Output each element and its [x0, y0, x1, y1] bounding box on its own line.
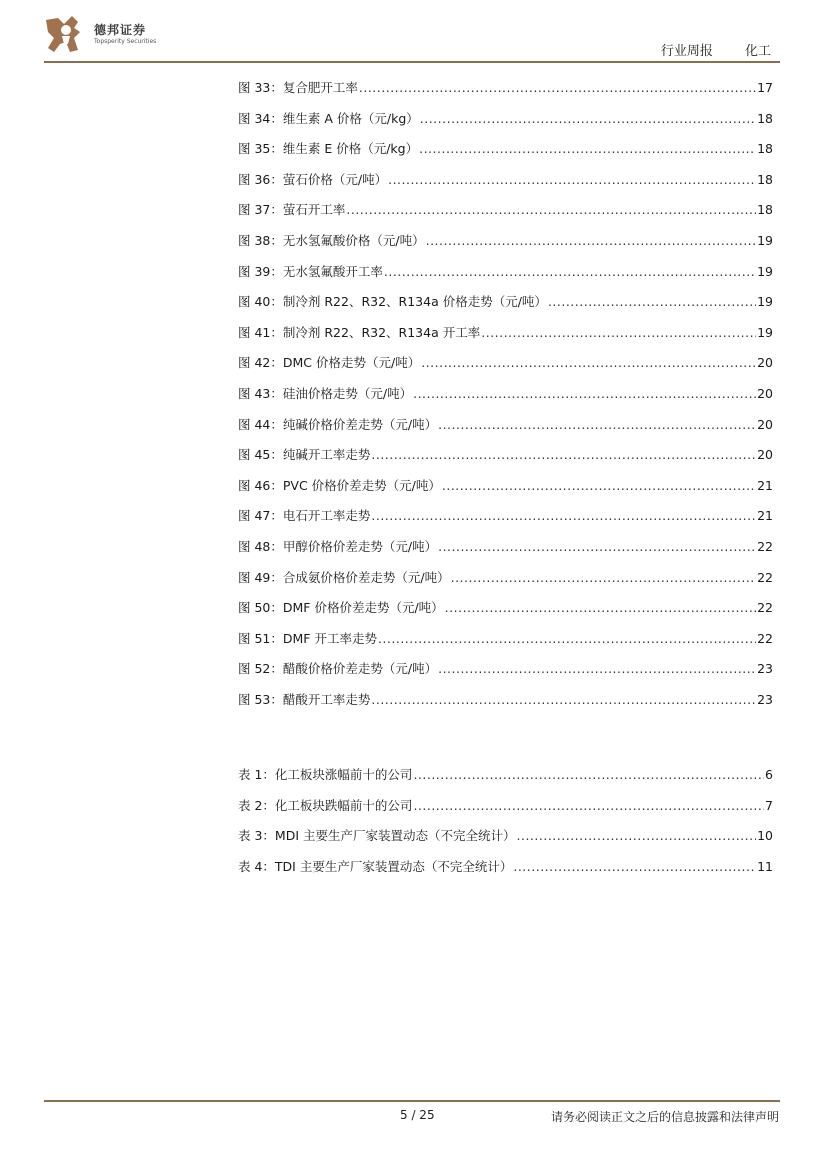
figure-entry[interactable]	[238, 290, 773, 310]
figure-entry[interactable]	[238, 657, 773, 677]
figure-entry-page: 23	[757, 692, 773, 707]
dot-leader	[419, 141, 756, 157]
figure-entry-page: 22	[757, 600, 773, 616]
figure-entry-page: 19	[757, 263, 773, 279]
figure-entry-page: 20	[757, 416, 773, 432]
dot-leader	[388, 172, 756, 188]
figure-entry-page: 22	[757, 539, 773, 554]
figure-entry-title: 图 53：醋酸开工率走势	[238, 692, 371, 707]
figure-entry-title: 图 43：硅油价格走势（元/吨）	[238, 386, 413, 401]
figure-entry[interactable]	[238, 229, 773, 249]
logo-chinese-name: 德邦证券	[94, 23, 147, 37]
dot-leader	[371, 508, 756, 524]
figure-entry[interactable]	[238, 76, 773, 96]
table-entry[interactable]	[238, 855, 773, 875]
figure-entry-page: 18	[757, 202, 773, 218]
page-header	[0, 0, 827, 70]
figure-entry-page: 23	[757, 661, 773, 677]
figure-entry-page: 18	[757, 171, 773, 187]
figure-entry-title: 图 45：纯碱开工率走势	[238, 447, 371, 463]
figure-entry-page: 19	[757, 233, 773, 248]
figure-entry[interactable]	[238, 413, 773, 433]
figure-entry-page: 22	[757, 569, 773, 585]
table-entry-page: 10	[757, 828, 773, 844]
figure-entry[interactable]	[238, 321, 773, 341]
dot-leader	[413, 386, 756, 402]
logo-english-name: Topsperity Securities	[94, 38, 157, 45]
dot-leader	[378, 631, 756, 647]
dot-leader	[481, 325, 756, 341]
dot-leader	[517, 828, 757, 844]
figure-entry-title: 图 49：合成氨价格价差走势（元/吨）	[238, 569, 450, 585]
figure-entry-title: 图 47：电石开工率走势	[238, 508, 371, 524]
figure-entry-title: 图 33：复合肥开工率	[238, 80, 358, 95]
table-entry-title: 表 2：化工板块跌幅前十的公司	[238, 797, 413, 813]
dot-leader	[426, 233, 757, 249]
figure-entry-title: 图 35：维生素 E 价格（元/kg）	[238, 141, 419, 157]
figure-entry-page: 20	[757, 355, 773, 371]
sector-name: 化工	[744, 44, 771, 59]
figure-entry-title: 图 48：甲醇价格价差走势（元/吨）	[238, 539, 438, 554]
table-entry-page: 11	[757, 858, 773, 874]
figure-entry[interactable]	[238, 535, 773, 555]
table-entry[interactable]	[238, 763, 773, 783]
dot-leader	[438, 417, 756, 433]
figure-entry-title: 图 42：DMC 价格走势（元/吨）	[238, 355, 421, 371]
figure-entry-title: 图 38：无水氢氟酸价格（元/吨）	[238, 233, 425, 248]
figure-entry-page: 21	[757, 477, 773, 493]
dot-leader	[421, 355, 756, 371]
figure-entry-title: 图 51：DMF 开工率走势	[238, 630, 377, 646]
figure-entry-page: 21	[757, 508, 773, 524]
figure-entry-title: 图 37：萤石开工率	[238, 202, 346, 218]
disclaimer-note: 请务必阅读正文之后的信息披露和法律声明	[550, 1110, 779, 1124]
figure-entry-title: 图 46：PVC 价格价差走势（元/吨）	[238, 477, 441, 493]
figure-entry[interactable]	[238, 504, 773, 524]
dot-leader	[413, 767, 764, 783]
table-entry-title: 表 4：TDI 主要生产厂家装置动态（不完全统计）	[238, 858, 513, 874]
table-entry-page: 7	[765, 797, 773, 813]
dot-leader	[359, 80, 756, 96]
figure-entry-page: 18	[757, 141, 773, 157]
figure-entry-title: 图 34：维生素 A 价格（元/kg）	[238, 110, 419, 126]
table-entry-title: 表 1：化工板块涨幅前十的公司	[238, 767, 413, 782]
dot-leader	[438, 661, 756, 677]
table-entry-page: 6	[765, 767, 773, 782]
figure-entry[interactable]	[238, 137, 773, 157]
figure-entry-page: 20	[757, 447, 773, 463]
dot-leader	[413, 798, 764, 814]
figure-entry[interactable]	[238, 107, 773, 127]
figure-entry-title: 图 40：制冷剂 R22、R32、R134a 价格走势（元/吨）	[238, 294, 547, 310]
figure-entry[interactable]	[238, 260, 773, 280]
figure-entry[interactable]	[238, 382, 773, 402]
dot-leader	[420, 111, 756, 127]
header-meta	[633, 40, 771, 59]
figure-entry-title: 图 50：DMF 价格价差走势（元/吨）	[238, 600, 444, 616]
figure-entry[interactable]	[238, 198, 773, 218]
dot-leader	[438, 539, 756, 555]
header-rule	[44, 61, 780, 63]
figure-entry-page: 18	[757, 110, 773, 126]
figure-entry[interactable]	[238, 443, 773, 463]
table-entry-title: 表 3：MDI 主要生产厂家装置动态（不完全统计）	[238, 828, 516, 844]
figure-entry-page: 19	[757, 324, 773, 340]
dot-leader	[442, 478, 756, 494]
figure-entry[interactable]	[238, 688, 773, 708]
figure-entry-title: 图 52：醋酸价格价差走势（元/吨）	[238, 661, 438, 677]
figure-entry-title: 图 39：无水氢氟酸开工率	[238, 263, 383, 279]
dot-leader	[371, 447, 756, 463]
dot-leader	[371, 692, 756, 708]
figure-entry-page: 19	[757, 294, 773, 310]
dot-leader	[513, 859, 756, 875]
figure-entry-title: 图 41：制冷剂 R22、R32、R134a 开工率	[238, 324, 481, 340]
page-number: 5 / 25	[400, 1108, 435, 1122]
dot-leader	[451, 570, 757, 586]
figure-entry[interactable]	[238, 627, 773, 647]
report-type: 行业周报	[660, 44, 713, 59]
dot-leader	[548, 294, 756, 310]
figure-entry[interactable]	[238, 566, 773, 586]
dot-leader	[384, 264, 756, 280]
figure-entry-page: 17	[757, 80, 773, 95]
dot-leader	[346, 202, 756, 218]
figure-entry-page: 20	[757, 386, 773, 401]
footer-rule	[44, 1100, 780, 1102]
company-logo	[44, 14, 164, 54]
figure-entry[interactable]	[238, 474, 773, 494]
figure-entry[interactable]	[238, 596, 773, 616]
figure-entry[interactable]	[238, 168, 773, 188]
logo-mark-icon	[44, 14, 90, 54]
figure-entry-title: 图 36：萤石价格（元/吨）	[238, 171, 388, 187]
figure-entry[interactable]	[238, 351, 773, 371]
figure-entry-page: 22	[757, 630, 773, 646]
dot-leader	[445, 600, 756, 616]
table-entry[interactable]	[238, 794, 773, 814]
figure-entry-title: 图 44：纯碱价格价差走势（元/吨）	[238, 416, 438, 432]
table-entry[interactable]	[238, 824, 773, 844]
